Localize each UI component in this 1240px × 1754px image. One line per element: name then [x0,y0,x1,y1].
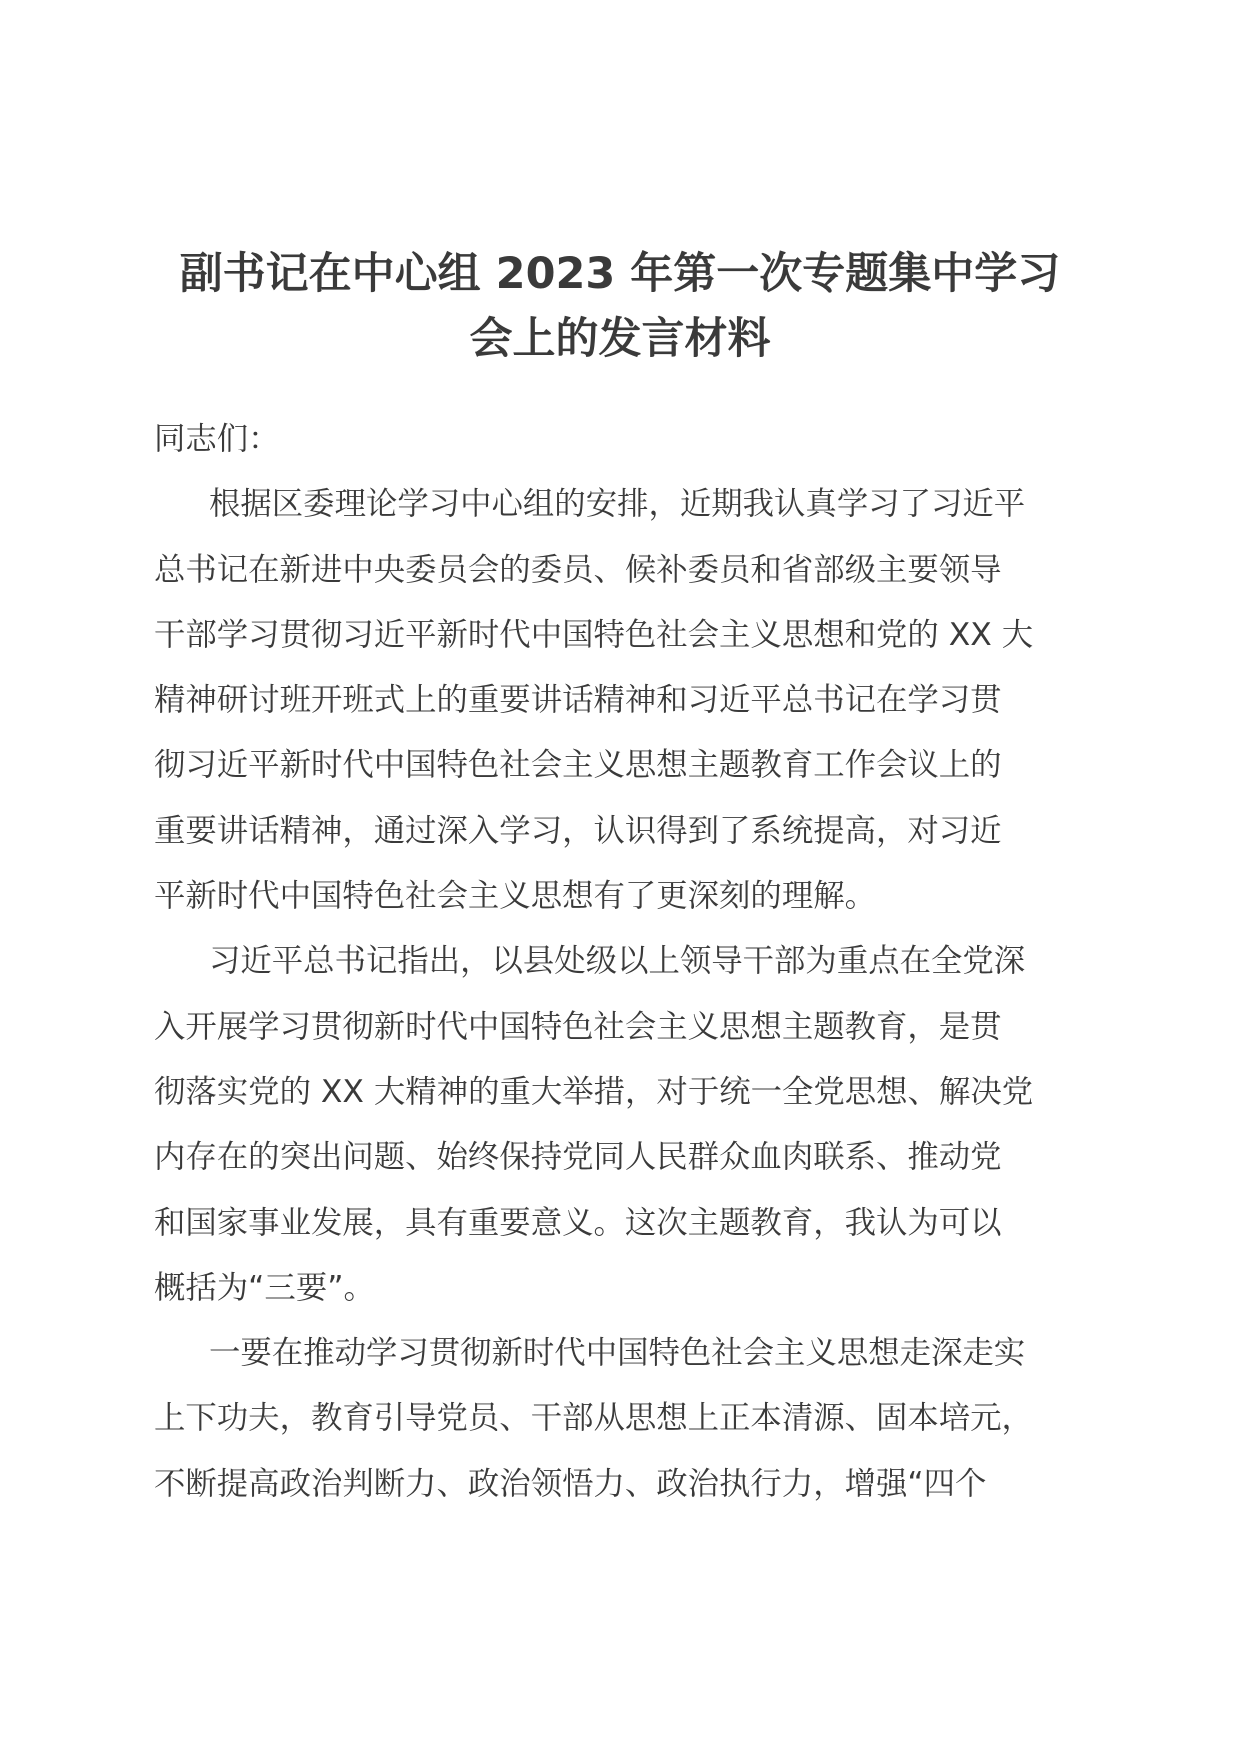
paragraph-1-line-5: 彻习近平新时代中国特色社会主义思想主题教育工作会议上的 [154,747,1002,784]
paragraph-3-line-3: 不断提高政治判断力、政治领悟力、政治执行力，增强“四个 [154,1465,987,1502]
document-title [150,242,1090,372]
paragraph-1-line-2: 总书记在新进中央委员会的委员、候补委员和省部级主要领导 [154,551,1002,588]
document-body [154,407,1094,1517]
title-line-2: 会上的发言材料 [469,314,771,364]
paragraph-2-line-3: 彻落实党的 XX 大精神的重大举措，对于统一全党思想、解决党 [154,1073,1034,1110]
paragraph-2-line-5: 和国家事业发展，具有重要意义。这次主题教育，我认为可以 [154,1204,1002,1241]
paragraph-1-line-1: 根据区委理论学习中心组的安排，近期我认真学习了习近平 [209,486,1026,523]
paragraph-2-line-1: 习近平总书记指出，以县处级以上领导干部为重点在全党深 [209,943,1026,980]
paragraph-1-line-4: 精神研讨班开班式上的重要讲话精神和习近平总书记在学习贯 [154,682,1002,719]
title-line-1: 副书记在中心组 2023 年第一次专题集中学习 [179,249,1061,299]
paragraph-2-line-2: 入开展学习贯彻新时代中国特色社会主义思想主题教育，是贯 [154,1008,1002,1045]
paragraph-2-line-4: 内存在的突出问题、始终保持党同人民群众血肉联系、推动党 [154,1139,1002,1176]
paragraph-1-line-3: 干部学习贯彻习近平新时代中国特色社会主义思想和党的 XX 大 [154,616,1034,653]
salutation: 同志们： [154,421,280,457]
paragraph-3-line-1: 一要在推动学习贯彻新时代中国特色社会主义思想走深走实 [209,1335,1026,1372]
paragraph-2-line-6: 概括为“三要”。 [154,1269,375,1306]
paragraph-3-line-2: 上下功夫，教育引导党员、干部从思想上正本清源、固本培元， [154,1400,1033,1437]
paragraph-1-line-7: 平新时代中国特色社会主义思想有了更深刻的理解。 [154,878,876,915]
paragraph-1-line-6: 重要讲话精神，通过深入学习，认识得到了系统提高，对习近 [154,812,1002,849]
